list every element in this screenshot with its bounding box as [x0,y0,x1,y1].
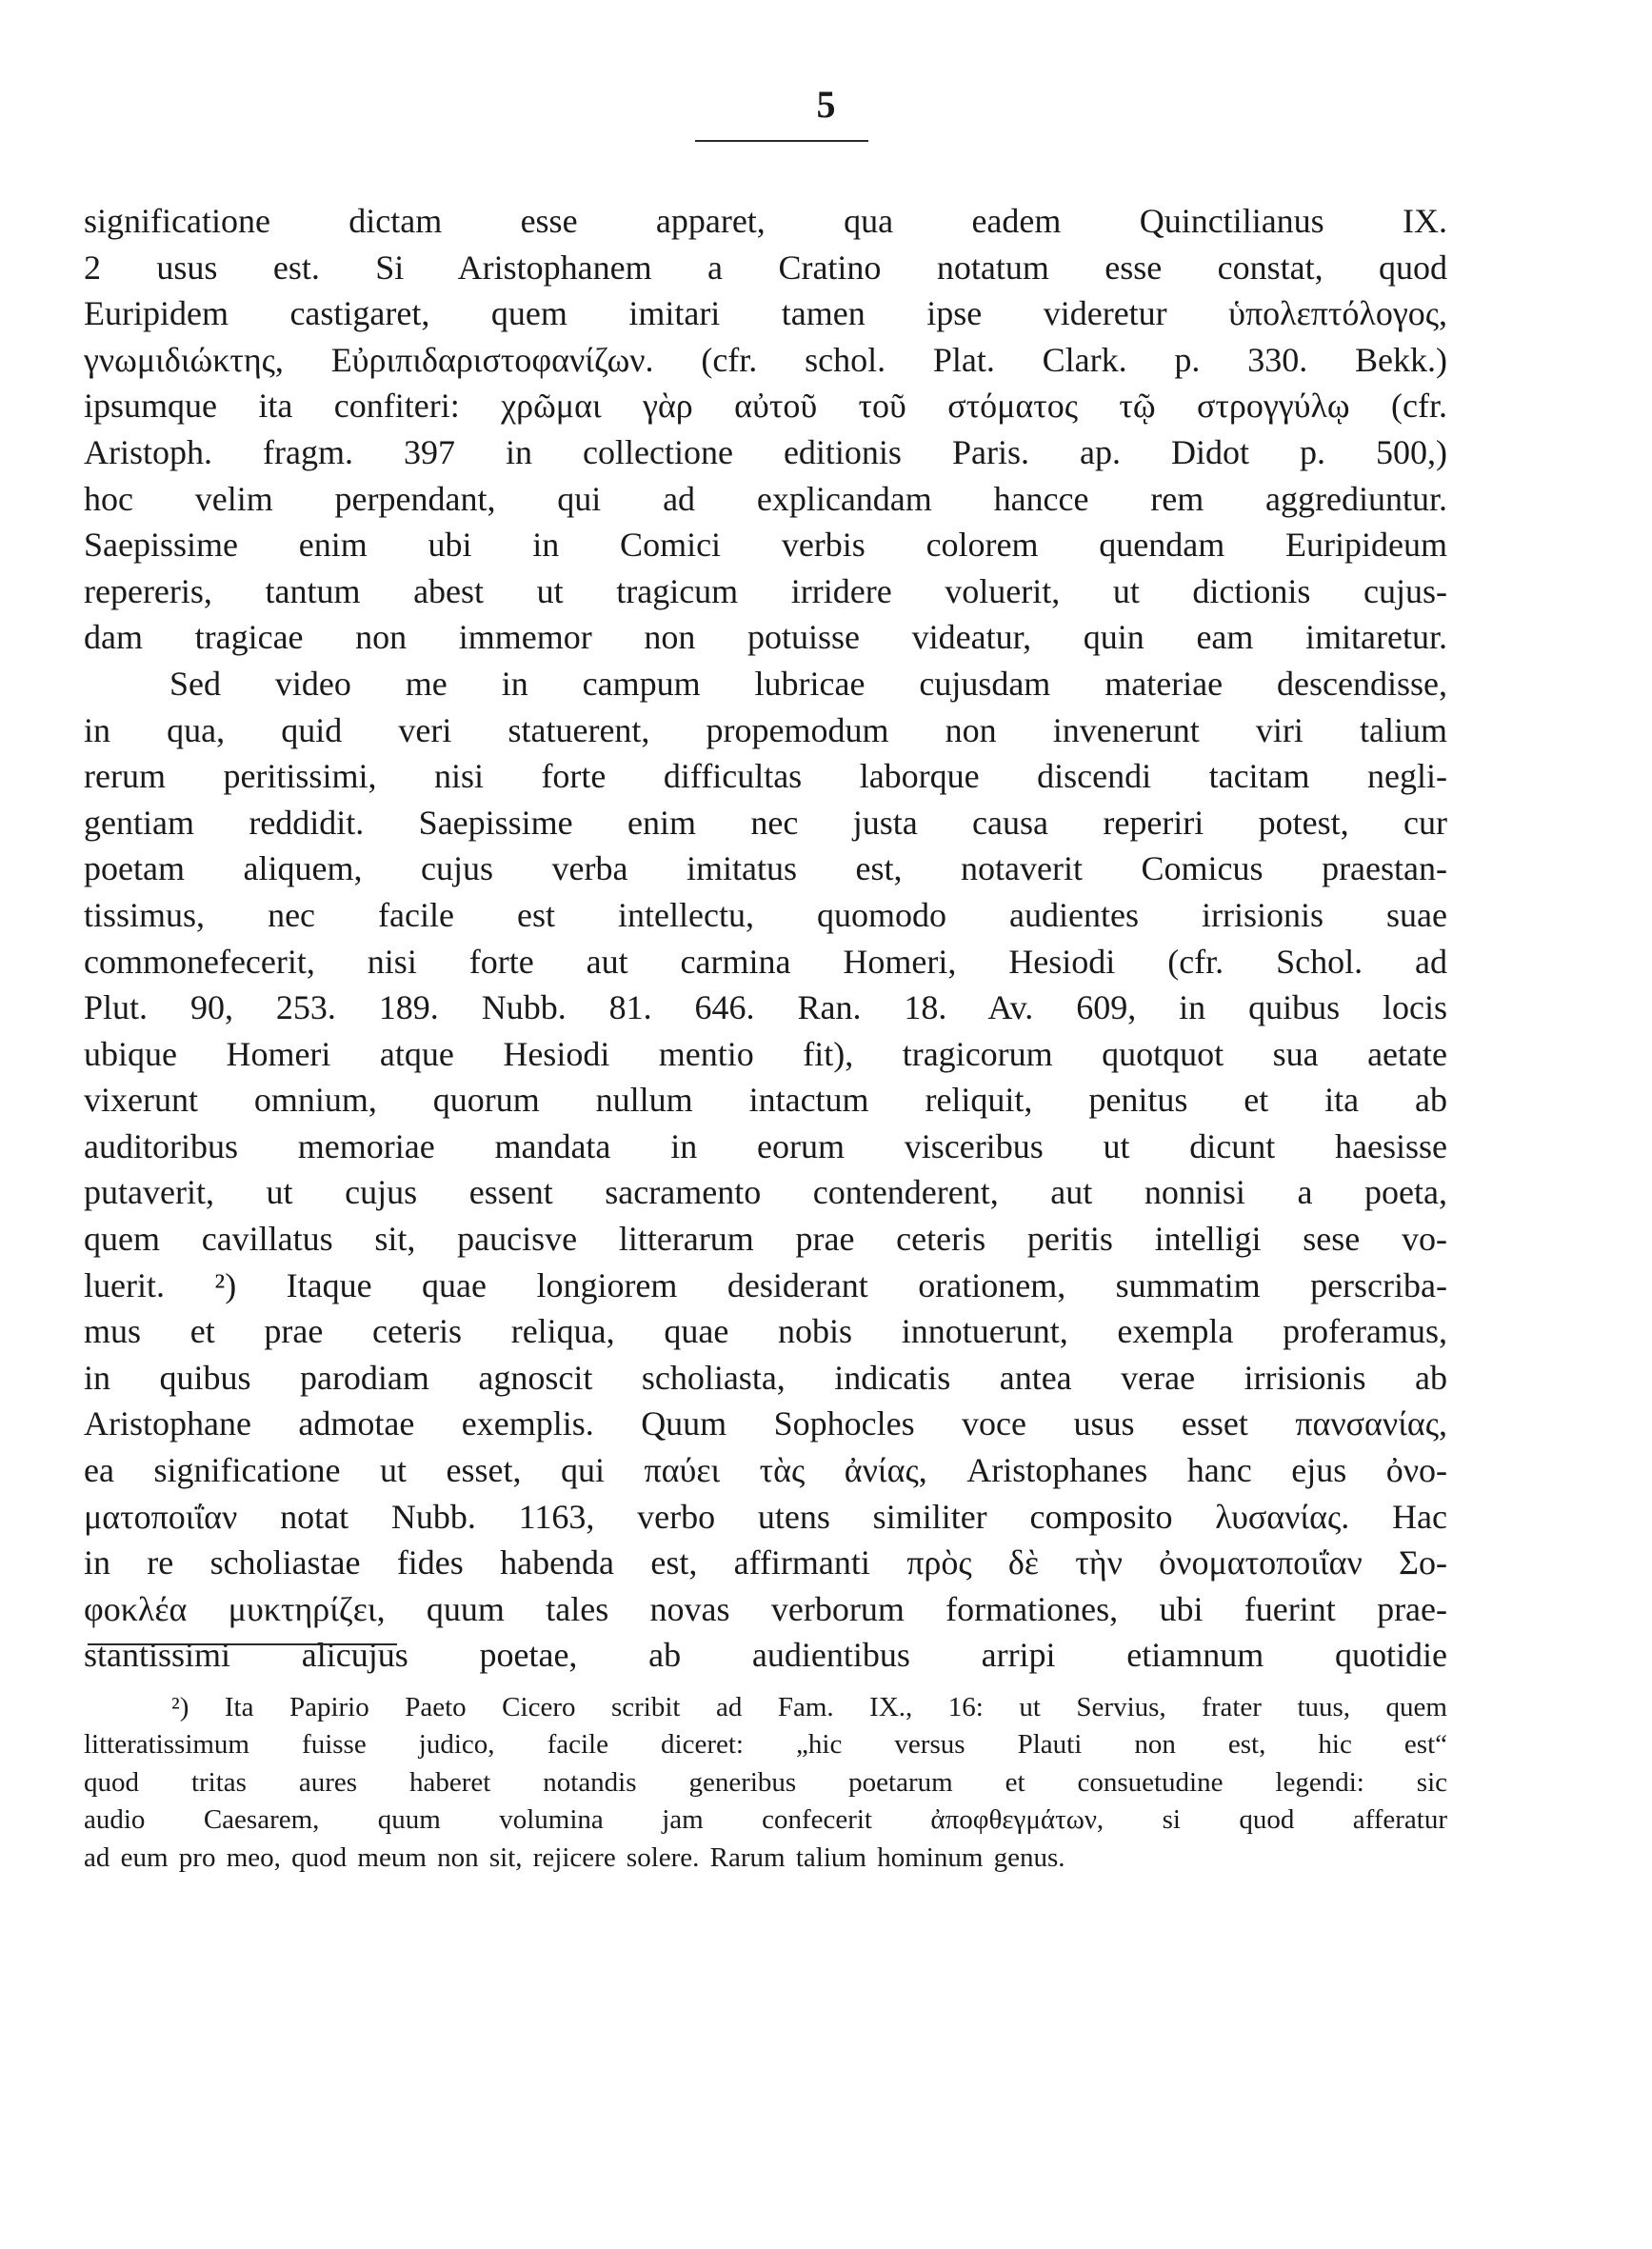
main-text [84,198,1447,1679]
footnote-line: ad eum pro meo, quod meum non sit, rejicere solere. Rarum talium hominum genus. [84,1841,1065,1873]
text-line: φοκλέα μυκτηρίζει, quum tales novas verborum formationes, ubi fuerint prae- [84,1589,1447,1628]
text-line: auditoribus memoriae mandata in eorum visceribus ut dicunt haesisse [84,1126,1447,1165]
text-line: Plut. 90, 253. 189. Nubb. 81. 646. Ran. 18. Av. 609, in quibus locis [84,988,1447,1027]
footnote-line: litteratissimum fuisse judico, facile diceret: „hic versus Plauti non est, hic est“ [84,1729,1447,1761]
text-line: ubique Homeri atque Hesiodi mentio fit), tragicorum quotquot sua aetate [84,1034,1447,1073]
text-line: ipsumque ita confiteri: χρῶμαι γὰρ αὐτοῦ τοῦ στόματος τῷ στρογγύλῳ (cfr. [84,387,1447,426]
text-line: Saepissime enim ubi in Comici verbis colorem quendam Euripideum [84,526,1447,565]
text-line-paragraph-start: Sed video me in campum lubricae cujusdam materiae descendisse, [169,664,1447,703]
page-number: 5 [816,83,836,126]
text-line: mus et prae ceteris reliqua, quae nobis innotuerunt, exempla proferamus, [84,1312,1447,1351]
text-line: 2 usus est. Si Aristophanem a Cratino notatum esse constat, quod [84,248,1447,287]
text-line: putaverit, ut cujus essent sacramento contenderent, aut nonnisi a poeta, [84,1173,1447,1212]
text-line: in qua, quid veri statuerent, propemodum non invenerunt viri talium [84,710,1447,749]
text-line: repereris, tantum abest ut tragicum irridere voluerit, ut dictionis cujus- [84,571,1447,610]
text-line: luerit. ²) Itaque quae longiorem desiderant orationem, summatim perscriba- [84,1265,1447,1304]
text-line: Aristoph. fragm. 397 in collectione editionis Paris. ap. Didot p. 500,) [84,432,1447,471]
text-line: vixerunt omnium, quorum nullum intactum reliquit, penitus et ita ab [84,1081,1447,1120]
text-line: ματοποιΐαν notat Nubb. 1163, verbo utens similiter composito λυσανίας. Hac [84,1497,1447,1536]
text-line: γνωμιδιώκτης, Εὐριπιδαριστοφανίζων. (cfr. schol. Plat. Clark. p. 330. Bekk.) [84,340,1447,379]
footnote-line: quod tritas aures haberet notandis generibus poetarum et consuetudine legendi: sic [84,1766,1447,1798]
footnote-line: audio Caesarem, quum volumina jam confecerit ἀποφθεγμάτων, si quod afferatur [84,1804,1447,1836]
text-line: poetam aliquem, cujus verba imitatus est, notaverit Comicus praestan- [84,849,1447,888]
text-line: Aristophane admotae exemplis. Quum Sophocles voce usus esset πανσανίας, [84,1404,1447,1443]
footnote-line: ²) Ita Papirio Paeto Cicero scribit ad Fam. IX., 16: ut Servius, frater tuus, quem [171,1692,1447,1722]
footnote-rule [88,1643,397,1645]
text-line: significatione dictam esse apparet, qua eadem Quinctilianus IX. [84,202,1447,240]
header-rule [695,140,868,142]
footnotes [84,1689,1447,1877]
text-line: rerum peritissimi, nisi forte difficultas laborque discendi tacitam negli- [84,757,1447,796]
text-line: ea significatione ut esset, qui παύει τὰς ἀνίας, Aristophanes hanc ejus ὀνο- [84,1451,1447,1490]
text-line: in quibus parodiam agnoscit scholiasta, indicatis antea verae irrisionis ab [84,1358,1447,1397]
text-line: dam tragicae non immemor non potuisse videatur, quin eam imitaretur. [84,618,1447,657]
text-line: hoc velim perpendant, qui ad explicandam hancce rem aggrediuntur. [84,479,1447,518]
text-line: gentiam reddidit. Saepissime enim nec justa causa reperiri potest, cur [84,803,1447,842]
text-line: tissimus, nec facile est intellectu, quomodo audientes irrisionis suae [84,895,1447,934]
text-line: quem cavillatus sit, paucisve litterarum prae ceteris peritis intelligi sese vo- [84,1220,1447,1259]
text-line: Euripidem castigaret, quem imitari tamen ipse videretur ὑπολεπτόλογος, [84,294,1447,333]
text-line: commonefecerit, nisi forte aut carmina Homeri, Hesiodi (cfr. Schol. ad [84,942,1447,981]
text-line: stantissimi alicujus poetae, ab audientibus arripi etiamnum quotidie [84,1636,1447,1675]
text-line: in re scholiastae fides habenda est, affirmanti πρὸς δὲ τὴν ὀνοματοποιΐαν Σο- [84,1543,1447,1582]
